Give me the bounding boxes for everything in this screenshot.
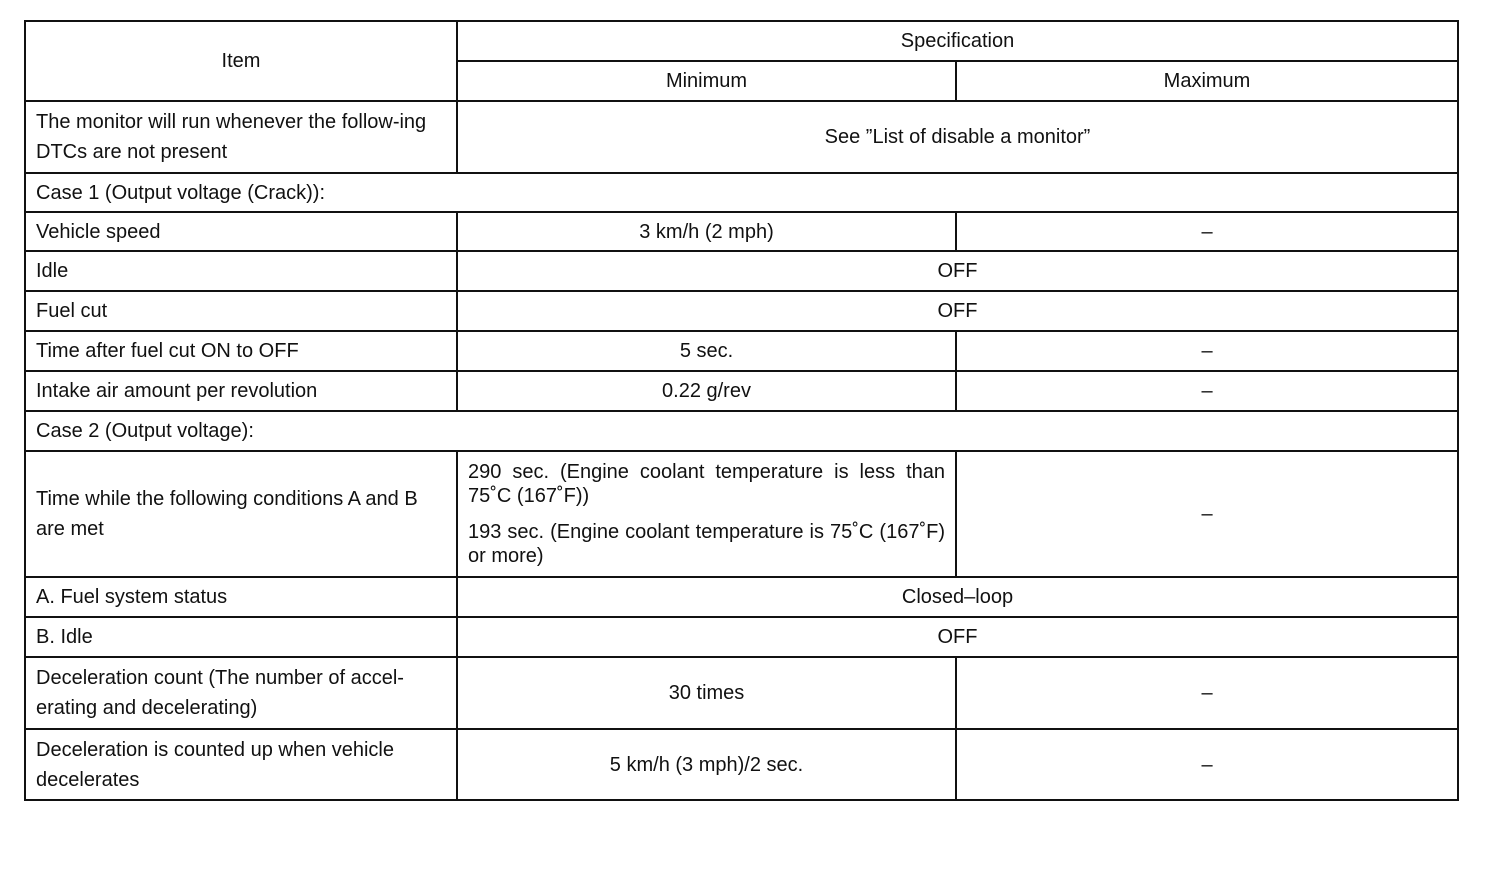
case-2-heading: Case 2 (Output voltage): — [25, 411, 1458, 451]
maximum-cell: – — [956, 729, 1458, 800]
table-row — [25, 251, 1458, 291]
case-1-heading: Case 1 (Output voltage (Crack)): — [25, 173, 1458, 212]
minimum-cell: 3 km/h (2 mph) — [457, 212, 956, 251]
maximum-cell: – — [956, 331, 1458, 371]
spec-cell: OFF — [457, 251, 1458, 291]
table-row — [25, 729, 1458, 800]
spec-cell: See ”List of disable a monitor” — [457, 101, 1458, 173]
minimum-cell: 5 km/h (3 mph)/2 sec. — [457, 729, 956, 800]
spec-cell: Closed–loop — [457, 577, 1458, 617]
coolant-75-or-more-text: 193 sec. (Engine coolant temperature is 75˚C (167˚F) or more) — [468, 521, 945, 567]
item-cell: Deceleration is counted up when vehicle decelerates — [25, 729, 457, 800]
section-row — [25, 411, 1458, 451]
item-header: Item — [25, 21, 457, 101]
spec-cell: OFF — [457, 291, 1458, 331]
minimum-cell: 30 times — [457, 657, 956, 729]
maximum-cell: – — [956, 371, 1458, 411]
item-cell: Time after fuel cut ON to OFF — [25, 331, 457, 371]
coolant-below-75-text: 290 sec. (Engine coolant temperature is less than 75˚C (167˚F)) — [468, 461, 945, 507]
specification-header: Specification — [457, 21, 1458, 61]
table-row — [25, 451, 1458, 577]
item-cell: The monitor will run whenever the follow-ing DTCs are not present — [25, 101, 457, 173]
specification-table — [24, 20, 1459, 801]
header-row — [25, 21, 1458, 61]
item-cell: Vehicle speed — [25, 212, 457, 251]
table-row — [25, 657, 1458, 729]
item-cell: Fuel cut — [25, 291, 457, 331]
table-row — [25, 101, 1458, 173]
minimum-cell — [457, 451, 956, 577]
item-cell: Intake air amount per revolution — [25, 371, 457, 411]
item-cell: Deceleration count (The number of accel-erating and decelerating) — [25, 657, 457, 729]
minimum-cell: 0.22 g/rev — [457, 371, 956, 411]
item-cell: A. Fuel system status — [25, 577, 457, 617]
minimum-cell: 5 sec. — [457, 331, 956, 371]
maximum-cell: – — [956, 657, 1458, 729]
item-cell: Time while the following conditions A and B are met — [25, 451, 457, 577]
table-row — [25, 291, 1458, 331]
minimum-header: Minimum — [457, 61, 956, 101]
maximum-cell: – — [956, 212, 1458, 251]
item-cell: Idle — [25, 251, 457, 291]
table-row — [25, 577, 1458, 617]
table-row — [25, 212, 1458, 251]
table-row — [25, 371, 1458, 411]
maximum-cell: – — [956, 451, 1458, 577]
table-row — [25, 617, 1458, 657]
section-row — [25, 173, 1458, 212]
spec-cell: OFF — [457, 617, 1458, 657]
table-row — [25, 331, 1458, 371]
maximum-header: Maximum — [956, 61, 1458, 101]
item-cell: B. Idle — [25, 617, 457, 657]
